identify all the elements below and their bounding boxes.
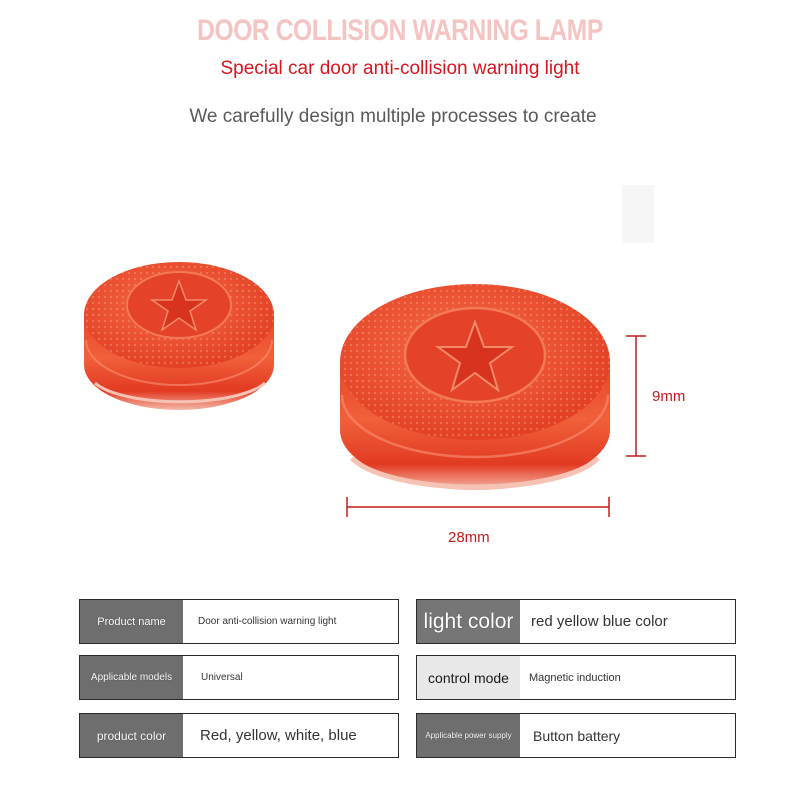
large-lamp-image [340,284,610,490]
spec-value: red yellow blue color [531,613,668,630]
small-lamp-image [84,262,274,410]
spec-value: Magnetic induction [529,671,621,684]
spec-value: Red, yellow, white, blue [200,727,357,744]
spec-label: light color [417,600,520,643]
width-dimension-line [347,497,609,517]
spec-value: Button battery [533,727,621,744]
spec-row-product-color [79,713,399,758]
spec-label: Applicable models [80,656,183,699]
height-dimension-label: 9mm [652,388,686,405]
spec-row-applicable-models [79,655,399,700]
spec-row-light-color [416,599,736,644]
spec-label: product color [80,714,183,757]
spec-row-control-mode [416,655,736,700]
tagline: We carefully design multiple processes to create [189,106,597,127]
width-dimension-label: 28mm [448,529,490,546]
spec-label: control mode [417,656,520,699]
spec-value: Universal [201,672,243,683]
spec-row-power-supply [416,713,736,758]
height-dimension-line [626,336,646,456]
page-subtitle: Special car door anti-collision warning light [220,58,580,79]
spec-label: Product name [80,600,183,643]
spec-label: Applicable power supply [417,714,520,757]
spec-value: Door anti-collision warning light [198,616,337,627]
page-title: DOOR COLLISION WARNING LAMP [197,14,603,47]
spec-row-product-name [79,599,399,644]
